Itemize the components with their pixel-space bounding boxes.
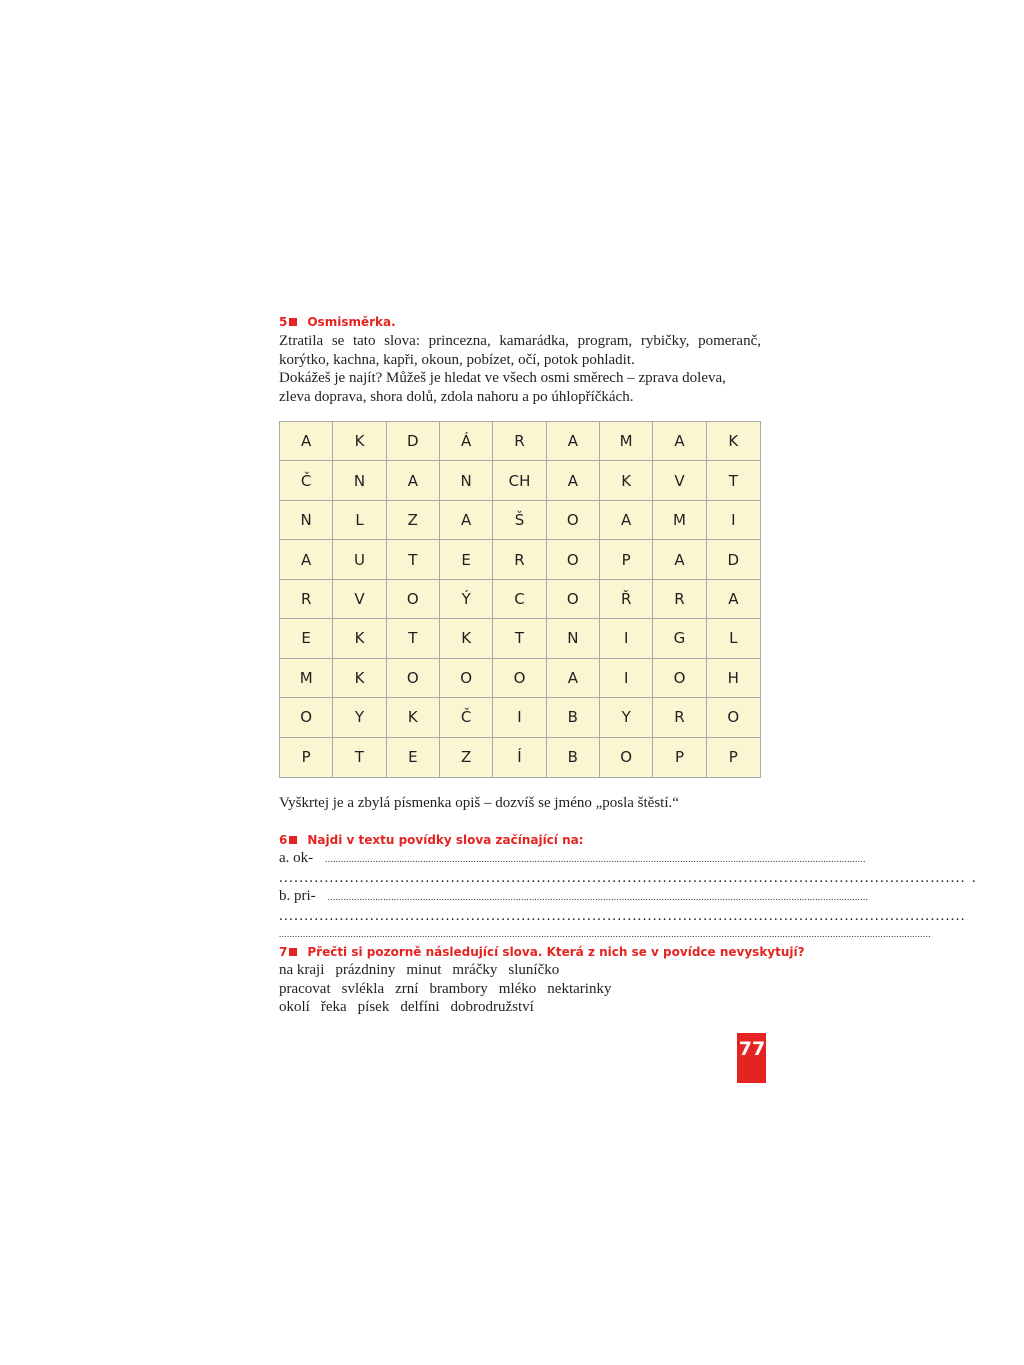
grid-cell[interactable]: B — [547, 738, 600, 777]
grid-cell[interactable]: N — [333, 461, 386, 500]
word: pracovat — [279, 980, 331, 997]
grid-cell[interactable]: Z — [440, 738, 493, 777]
grid-cell[interactable]: P — [280, 738, 333, 777]
square-bullet-icon — [289, 318, 297, 326]
grid-cell[interactable]: T — [493, 619, 546, 658]
word: mráčky — [452, 962, 498, 978]
grid-cell[interactable]: H — [707, 659, 760, 698]
square-bullet-icon — [289, 948, 297, 956]
grid-cell[interactable]: T — [387, 540, 440, 579]
grid-cell[interactable]: N — [547, 619, 600, 658]
grid-cell[interactable]: Š — [493, 501, 546, 540]
grid-cell[interactable]: Č — [280, 461, 333, 500]
answer-line-b[interactable] — [279, 887, 869, 907]
grid-cell[interactable]: R — [653, 698, 706, 737]
grid-cell[interactable]: I — [600, 619, 653, 658]
grid-cell[interactable]: B — [547, 698, 600, 737]
page-number: 77 — [737, 1033, 766, 1083]
grid-cell[interactable]: Y — [333, 698, 386, 737]
grid-cell[interactable]: V — [653, 461, 706, 500]
grid-cell[interactable]: M — [600, 422, 653, 461]
grid-cell[interactable]: O — [387, 580, 440, 619]
square-bullet-icon — [289, 836, 297, 844]
grid-cell[interactable]: N — [440, 461, 493, 500]
grid-cell[interactable]: K — [600, 461, 653, 500]
grid-cell[interactable]: Ř — [600, 580, 653, 619]
grid-cell[interactable]: CH — [493, 461, 546, 500]
exercise-title: Osmisměrka. — [307, 315, 396, 329]
dotted-line: ........................................................................................................................................ — [279, 907, 966, 924]
grid-cell[interactable]: A — [547, 422, 600, 461]
word: okolí — [279, 999, 310, 1015]
grid-cell[interactable]: U — [333, 540, 386, 579]
grid-cell[interactable]: C — [493, 580, 546, 619]
exercise-number: 7 — [279, 945, 288, 959]
grid-cell[interactable]: Y — [600, 698, 653, 737]
grid-cell[interactable]: O — [280, 698, 333, 737]
answer-label-b: b. pri- — [279, 888, 316, 904]
word: zrní — [395, 980, 419, 997]
grid-cell[interactable]: A — [440, 501, 493, 540]
answer-line-b-extra[interactable] — [279, 925, 931, 944]
grid-cell[interactable]: I — [707, 501, 760, 540]
word: písek — [357, 999, 390, 1015]
dotted-line: ............................................................................................................................................................................................................ — [325, 854, 866, 864]
grid-cell[interactable]: N — [280, 501, 333, 540]
word: sluníčko — [508, 962, 560, 978]
grid-cell[interactable]: O — [547, 501, 600, 540]
word: nektarinky — [547, 980, 612, 997]
grid-cell[interactable]: R — [280, 580, 333, 619]
grid-cell[interactable]: K — [707, 422, 760, 461]
word: na kraji — [279, 962, 325, 978]
grid-cell[interactable]: O — [547, 540, 600, 579]
word: dobrodružství — [450, 999, 534, 1015]
grid-cell[interactable]: R — [493, 422, 546, 461]
grid-cell[interactable]: O — [387, 659, 440, 698]
grid-cell[interactable]: T — [333, 738, 386, 777]
grid-cell[interactable]: A — [547, 461, 600, 500]
grid-cell[interactable]: L — [333, 501, 386, 540]
grid-cell[interactable]: P — [653, 738, 706, 777]
exercise-title: Přečti si pozorně následující slova. Která z nich se v povídce nevyskytují? — [307, 945, 805, 959]
answer-line-a-continued[interactable] — [279, 869, 976, 888]
grid-cell[interactable]: R — [493, 540, 546, 579]
dotted-line: ...................................................................................................................................................................................................................................................... — [279, 929, 931, 939]
grid-cell[interactable]: A — [600, 501, 653, 540]
grid-cell[interactable]: A — [280, 540, 333, 579]
grid-cell[interactable]: A — [707, 580, 760, 619]
word-row-3 — [279, 998, 761, 1017]
word-search-grid — [279, 421, 761, 778]
exercise-number: 5 — [279, 315, 288, 329]
word: svlékla — [341, 980, 385, 997]
word: brambory — [429, 980, 488, 997]
grid-cell[interactable]: O — [653, 659, 706, 698]
exercise-7-heading — [279, 944, 805, 961]
grid-cell[interactable]: O — [440, 659, 493, 698]
grid-cell[interactable]: A — [653, 422, 706, 461]
exercise-5-instructions: Dokážeš je najít? Můžeš je hledat ve všech osmi směrech – zprava doleva, zleva doprava, shora dolů, zdola nahoru a po úhlopříčkách. — [279, 370, 726, 405]
grid-cell[interactable]: P — [728, 748, 738, 767]
grid-cell[interactable]: Á — [440, 422, 493, 461]
grid-cell[interactable]: A — [280, 422, 333, 461]
exercise-5 — [279, 314, 761, 406]
grid-cell[interactable]: D — [387, 422, 440, 461]
grid-cell[interactable]: Ý — [440, 580, 493, 619]
dotted-line: ........................................................................................................................................ — [279, 869, 966, 886]
grid-cell[interactable]: E — [280, 619, 333, 658]
exercise-6 — [279, 832, 976, 944]
grid-cell[interactable]: O — [600, 738, 653, 777]
grid-cell[interactable]: O — [547, 580, 600, 619]
answer-line-a[interactable] — [279, 849, 866, 869]
exercise-5-outro: Vyškrtej je a zbylá písmenka opiš – dozvíš se jméno „posla štěstí.“ — [279, 795, 679, 811]
grid-cell[interactable]: K — [333, 619, 386, 658]
exercise-6-heading — [279, 832, 761, 849]
grid-cell[interactable]: Í — [493, 738, 546, 777]
grid-cell[interactable]: A — [387, 461, 440, 500]
exercise-5-heading — [279, 314, 761, 331]
grid-cell[interactable]: K — [440, 619, 493, 658]
grid-cell[interactable]: A — [653, 540, 706, 579]
grid-cell[interactable]: I — [493, 698, 546, 737]
grid-cell[interactable]: K — [387, 698, 440, 737]
grid-cell[interactable]: P — [600, 540, 653, 579]
grid-cell[interactable]: A — [547, 659, 600, 698]
grid-cell[interactable]: T — [707, 461, 760, 500]
answer-label-a: a. ok- — [279, 850, 314, 866]
exercise-5-intro: Ztratila se tato slova: princezna, kamarádka, program, rybičky, pomeranč, korýtko, kachna, kapři, okoun, pobízet, očí, potok pohladit. — [279, 333, 761, 368]
word: prázdniny — [335, 962, 396, 978]
word: delfíni — [400, 999, 440, 1015]
grid-cell[interactable]: E — [440, 540, 493, 579]
answer-line-b-continued[interactable] — [279, 907, 966, 926]
grid-cell[interactable]: E — [387, 738, 440, 777]
dotted-line: ............................................................................................................................................................................................................ — [327, 892, 869, 902]
word: řeka — [320, 999, 347, 1015]
word-row-2 — [279, 980, 761, 999]
grid-cell[interactable]: K — [333, 422, 386, 461]
line-end-period: . — [971, 869, 976, 886]
grid-cell[interactable]: G — [653, 619, 706, 658]
grid-cell[interactable]: D — [707, 540, 760, 579]
word: minut — [406, 962, 442, 978]
grid-cell[interactable]: Č — [440, 698, 493, 737]
exercise-title: Najdi v textu povídky slova začínající na: — [307, 833, 584, 847]
grid-cell[interactable]: R — [653, 580, 706, 619]
exercise-number: 6 — [279, 833, 288, 847]
word-row-1 — [279, 961, 761, 980]
grid-cell[interactable]: K — [333, 659, 386, 698]
word: mléko — [498, 980, 537, 997]
grid-cell[interactable]: O — [707, 698, 760, 737]
grid-cell[interactable]: V — [333, 580, 386, 619]
grid-cell[interactable]: M — [653, 501, 706, 540]
grid-cell[interactable]: M — [280, 659, 333, 698]
exercise-7 — [279, 944, 805, 1017]
grid-cell[interactable]: L — [707, 619, 760, 658]
grid-cell[interactable]: Z — [387, 501, 440, 540]
grid-cell[interactable]: O — [493, 659, 546, 698]
grid-cell[interactable]: T — [387, 619, 440, 658]
grid-cell[interactable]: I — [600, 659, 653, 698]
